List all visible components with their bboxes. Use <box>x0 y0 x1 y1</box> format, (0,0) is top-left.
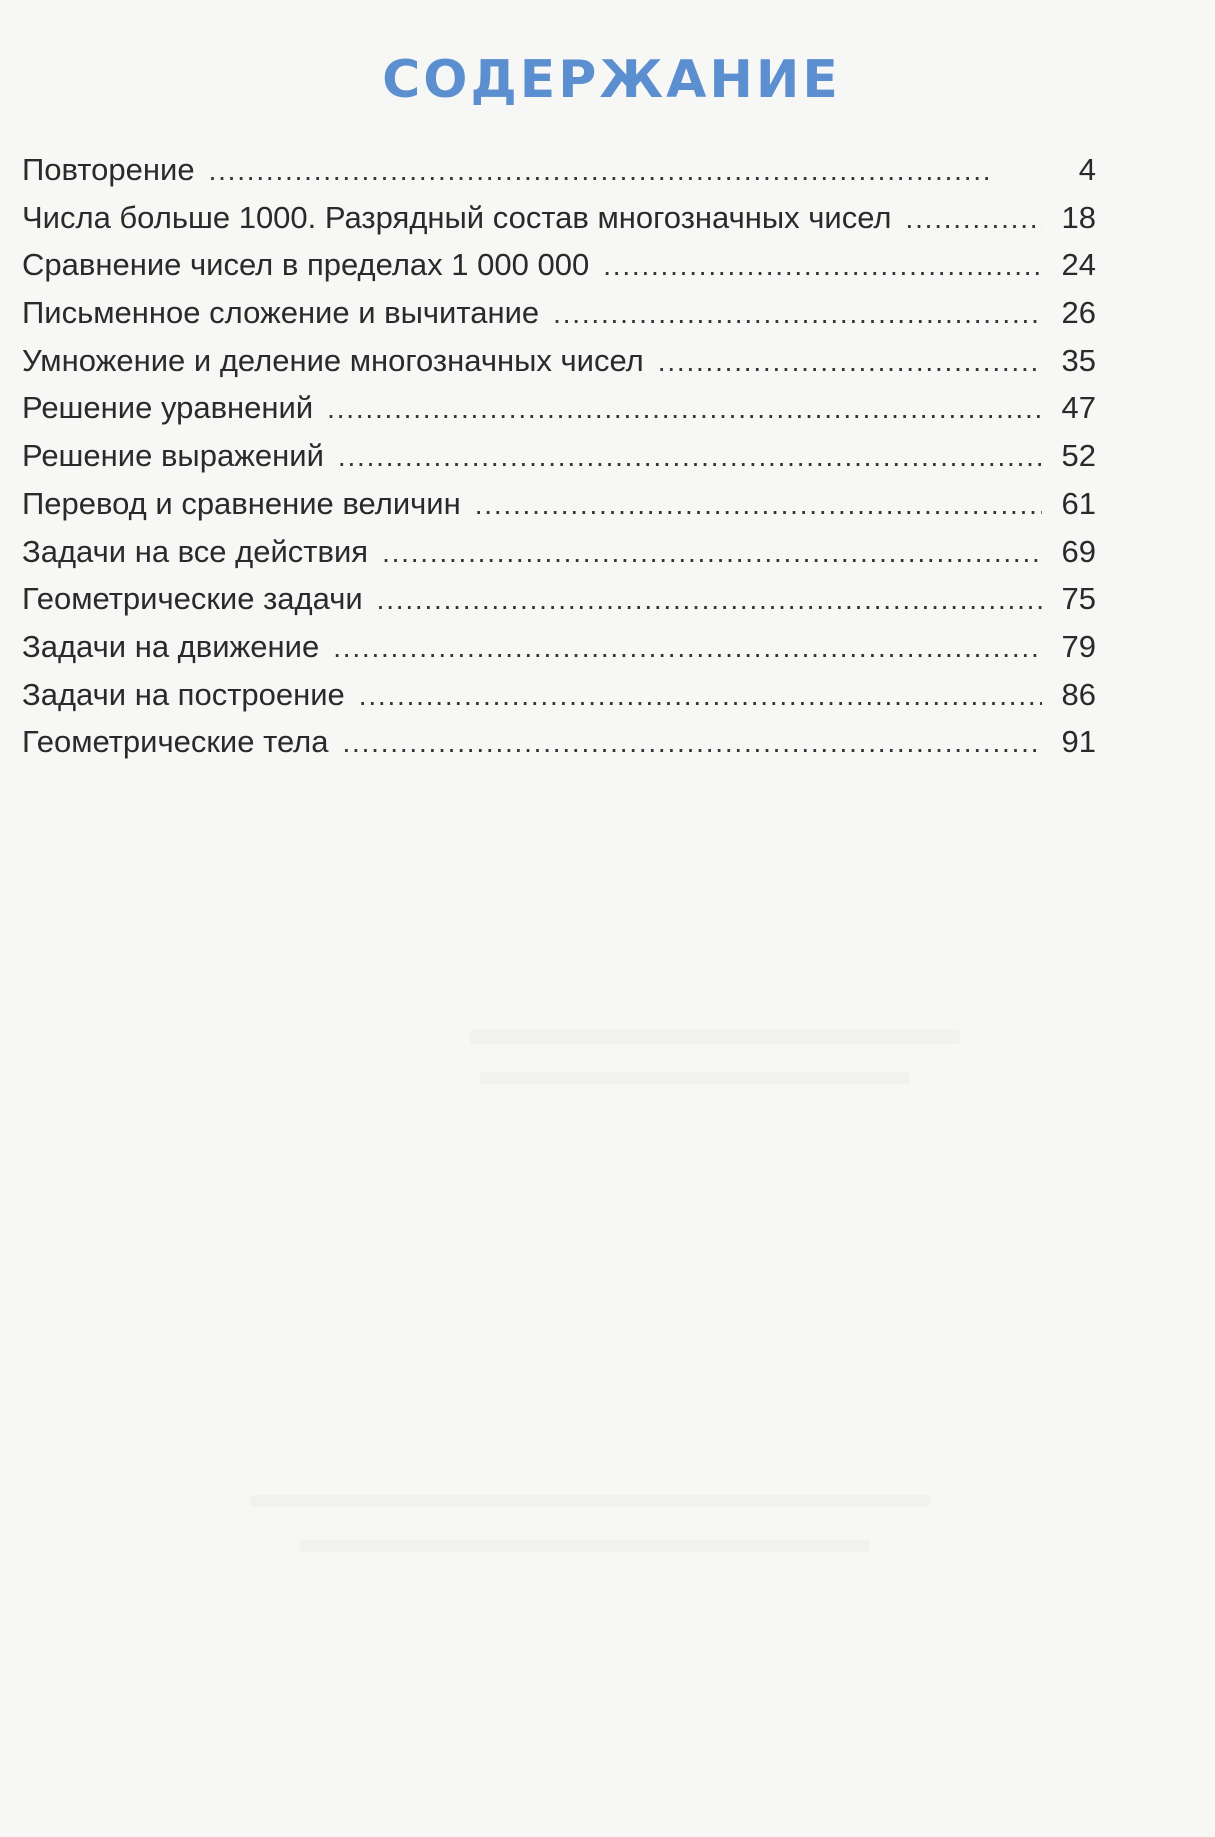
toc-entry-page: 52 <box>1061 438 1096 474</box>
dot-leader <box>658 346 1042 378</box>
toc-entry-page: 69 <box>1061 533 1096 569</box>
dot-leader <box>906 203 1042 235</box>
toc-entry-title: Геометрические тела <box>22 724 329 760</box>
toc-entry-page: 79 <box>1061 628 1096 664</box>
toc-entry-page: 86 <box>1061 676 1096 712</box>
toc-entry[interactable] <box>22 390 1096 438</box>
toc-entry-title: Задачи на движение <box>22 628 320 664</box>
toc-entry-page: 4 <box>1078 152 1096 187</box>
toc-entry-page: 24 <box>1061 247 1096 283</box>
toc-entry-page: 35 <box>1061 342 1096 378</box>
bleed-through-mark <box>480 1072 910 1084</box>
toc-entry-page: 47 <box>1061 390 1096 426</box>
dot-leader <box>553 298 1042 330</box>
dot-leader <box>327 393 1042 425</box>
toc-entry[interactable] <box>22 486 1096 534</box>
dot-leader <box>475 489 1042 521</box>
toc-entry[interactable] <box>22 200 1096 248</box>
toc-entry[interactable] <box>22 724 1096 772</box>
dot-leader <box>338 441 1042 473</box>
toc-entry[interactable] <box>22 677 1096 725</box>
toc-entry-page: 75 <box>1061 581 1096 617</box>
dot-leader <box>377 584 1042 616</box>
toc-entry-title: Геометрические задачи <box>22 581 363 617</box>
toc-entry[interactable] <box>22 343 1096 391</box>
toc-entry-title: Задачи на все действия <box>22 533 369 569</box>
dot-leader <box>333 632 1042 664</box>
toc-entry-page: 18 <box>1061 199 1096 235</box>
toc-entry[interactable] <box>22 629 1096 677</box>
toc-entry-title: Умножение и деление многозначных чисел <box>22 342 644 378</box>
dot-leader <box>359 680 1042 712</box>
toc-entry-page: 26 <box>1061 295 1096 331</box>
dot-leader <box>209 155 1042 187</box>
toc-entry-title: Перевод и сравнение величин <box>22 485 461 521</box>
toc-entry-page: 91 <box>1061 724 1096 760</box>
toc-entry-title: Решение выражений <box>22 438 324 474</box>
toc-entry-title: Письменное сложение и вычитание <box>22 295 540 331</box>
bleed-through-mark <box>300 1540 870 1552</box>
toc-entry[interactable] <box>22 534 1096 582</box>
dot-leader <box>382 537 1042 569</box>
page-title: СОДЕРЖАНИЕ <box>382 50 841 110</box>
dot-leader <box>343 727 1043 759</box>
toc-entry[interactable] <box>22 438 1096 486</box>
toc-entry-title: Сравнение чисел в пределах 1 000 000 <box>22 247 590 283</box>
bleed-through-mark <box>250 1495 930 1507</box>
toc-entry-title: Повторение <box>22 152 195 187</box>
toc-entry-title: Задачи на построение <box>22 676 345 712</box>
toc-entry-title: Решение уравнений <box>22 390 314 426</box>
bleed-through-mark <box>470 1030 960 1044</box>
toc-entry[interactable] <box>22 581 1096 629</box>
table-of-contents <box>22 152 1096 772</box>
toc-entry-page: 61 <box>1061 485 1096 521</box>
toc-entry[interactable] <box>22 247 1096 295</box>
toc-entry[interactable] <box>22 152 1096 200</box>
toc-entry[interactable] <box>22 295 1096 343</box>
toc-entry-title: Числа больше 1000. Разрядный состав многозначных чисел <box>22 199 892 235</box>
dot-leader <box>603 250 1042 282</box>
